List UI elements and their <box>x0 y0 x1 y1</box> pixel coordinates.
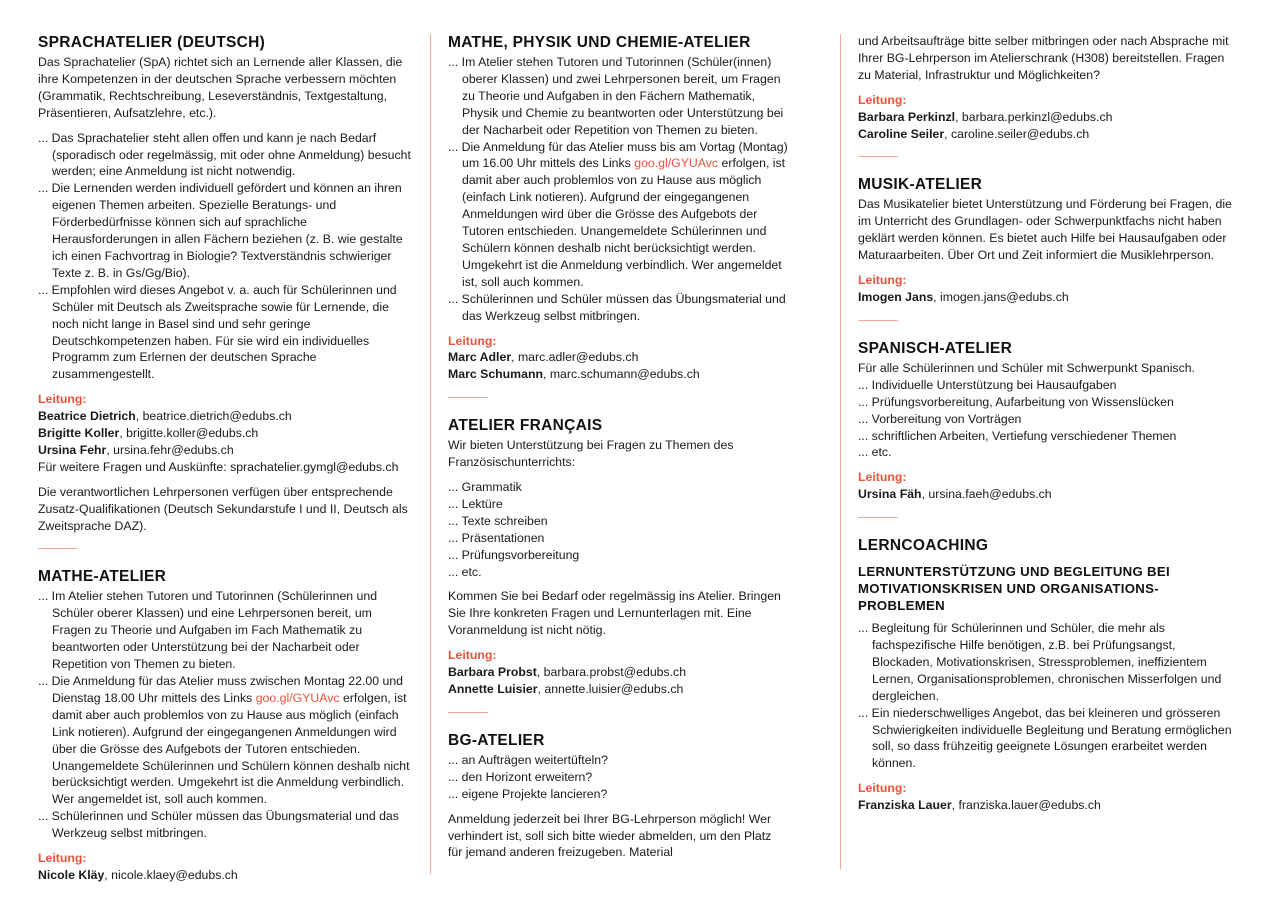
registration-link[interactable]: goo.gl/GYUAvc <box>634 156 719 171</box>
list-item: ... Vorbereitung von Vorträgen <box>858 411 1022 426</box>
contact-email: , beatrice.dietrich@edubs.ch <box>135 409 292 424</box>
body-text: Anmeldung jederzeit bei Ihrer BG-Lehrperson möglich! Wer verhindert ist, soll sich bitte wieder abmelden, um den Platz für jemand anderen freizugeben. Material <box>448 811 772 860</box>
column-divider-1 <box>430 34 431 874</box>
contact-name: Franziska Lauer <box>858 798 952 813</box>
bg-atelier-section <box>448 731 788 861</box>
section-title: LERNCOACHING <box>858 537 989 555</box>
leitung-label: Leitung: <box>38 392 87 407</box>
intro-text: Für alle Schülerinnen und Schüler mit Schwerpunkt Spanisch. <box>858 360 1195 375</box>
bullet-list <box>858 620 1238 772</box>
list-item: ... Grammatik <box>448 480 522 495</box>
contact-name: Brigitte Koller <box>38 426 120 441</box>
mpc-atelier-section <box>448 33 788 383</box>
list-item: ... Präsentationen <box>448 530 545 545</box>
leitung-label: Leitung: <box>38 851 87 866</box>
list-item-text: ... Die Anmeldung für das Atelier muss zwischen Montag 22.00 und Dienstag 18.00 Uhr mittels des Links <box>38 674 404 705</box>
contact-email: , marc.adler@edubs.ch <box>511 350 639 365</box>
list-item: ... Schülerinnen und Schüler müssen das Übungsmaterial und das Werkzeug selbst mitbringen. <box>38 809 399 841</box>
contact-extra: Für weitere Fragen und Auskünfte: sprachatelier.gymgl@edubs.ch <box>38 459 399 474</box>
registration-link[interactable]: goo.gl/GYUAvc <box>255 690 340 705</box>
bg-atelier-continued <box>858 33 1238 142</box>
contact-email: , annette.luisier@edubs.ch <box>537 682 684 696</box>
contact-email: , caroline.seiler@edubs.ch <box>944 126 1090 141</box>
list-item: ... schriftlichen Arbeiten, Vertiefung verschiedener Themen <box>858 428 1177 443</box>
contact-row <box>38 867 413 884</box>
contact-email: , ursina.faeh@edubs.ch <box>921 487 1052 502</box>
section-title: MUSIK-ATELIER <box>858 176 983 194</box>
section-title: MATHE, PHYSIK UND CHEMIE-ATELIER <box>448 34 751 51</box>
contact-email: , barbara.perkinzl@edubs.ch <box>955 109 1113 124</box>
list-item: ... Begleitung für Schülerinnen und Schüler, die mehr als fachspezifische Hilfe benötigen, z.B. bei Prüfungsangst, Blockaden, Motivationskrisen, Stressproblemen, ineffizientem Lernen, Organisationsproblemen, chronischen Misserfolgen und dergleichen. <box>858 621 1222 703</box>
contact-name: Nicole Kläy <box>38 867 105 882</box>
contact-email: , franziska.lauer@edubs.ch <box>951 798 1101 813</box>
contact-row <box>448 349 788 366</box>
list-item: ... Im Atelier stehen Tutoren und Tutorinnen (Schüler(innen) oberer Klassen) und zwei Lehrpersonen bereit, um Fragen zu Theorie und Aufgaben in den Fächern Mathematik, Physik und Chemie zu beantworten oder Unterstützung bei der Nacharbeit oder Repetition von Themen zu bieten. <box>448 55 784 137</box>
leitung-label: Leitung: <box>448 648 497 663</box>
contact-name: Beatrice Dietrich <box>38 409 136 424</box>
contact-row <box>858 289 1238 306</box>
contact-name: Caroline Seiler <box>858 126 945 141</box>
intro-text: Wir bieten Unterstützung bei Fragen zu Themen des Französischunterrichts: <box>448 438 734 470</box>
leitung-label: Leitung: <box>448 333 497 348</box>
column-right <box>858 33 1238 822</box>
list-item: ... Die Lernenden werden individuell gefördert und können an ihren eigenen Themen arbeiten. Spezielle Beratungs- und Förderbedürfnisse können sich auf sprachliche Herausforderungen in allen Fächern beziehen (z. B. wie gestalte ich einen Fachvortrag in Biologie? Textverständnis schwieriger Texte z. B. in Gs/Gg/Bio). <box>38 181 403 280</box>
contact-list <box>448 349 788 383</box>
list-item: ... Lektüre <box>448 496 503 511</box>
section-title: SPANISCH-ATELIER <box>858 339 1013 357</box>
list-item: ... Empfohlen wird dieses Angebot v. a. auch für Schülerinnen und Schüler mit Deutsch als Zweitsprache sowie für Lernende, die noch nicht lange in Basel sind und sehr geringe Deutschkompetenzen haben. Für sie wird ein individuelles Programm zum Erlernen der deutschen Sprache zusammengestellt. <box>38 282 397 382</box>
list-item: ... Prüfungsvorbereitung, Aufarbeitung von Wissenslücken <box>858 394 1174 409</box>
column-middle <box>448 33 788 869</box>
contact-name: Annette Luisier <box>448 682 538 696</box>
outro-text: Kommen Sie bei Bedarf oder regelmässig ins Atelier. Bringen Sie Ihre konkreten Fragen und Lernunterlagen mit. Eine Voranmeldung ist nicht nötig. <box>448 589 781 638</box>
list-item: ... den Horizont erweitern? <box>448 769 593 784</box>
contact-email: , brigitte.koller@edubs.ch <box>119 426 259 441</box>
contact-name: Marc Schumann <box>448 367 543 382</box>
list-item: ... Das Sprachatelier steht allen offen und kann je nach Bedarf (sporadisch oder regelmässig, mit oder ohne Anmeldung) besucht werden; eine Anmeldung ist nicht notwendig. <box>38 130 411 179</box>
sprachatelier-section <box>38 33 413 534</box>
column-divider-2 <box>840 34 841 869</box>
section-title: ATELIER FRANÇAIS <box>448 417 603 435</box>
contact-email: , barbara.probst@edubs.ch <box>536 665 687 680</box>
contact-list <box>858 109 1238 143</box>
contact-row <box>38 442 413 459</box>
contact-row <box>38 425 413 442</box>
contact-row <box>858 126 1238 143</box>
contact-row <box>858 109 1238 126</box>
contact-row <box>38 408 413 425</box>
section-title: BG-ATELIER <box>448 731 545 749</box>
contact-name: Ursina Fehr <box>38 442 107 457</box>
spanisch-atelier-section <box>858 339 1238 503</box>
contact-row <box>448 681 788 698</box>
list-item: ... Texte schreiben <box>448 513 548 528</box>
lerncoaching-section <box>858 536 1238 814</box>
section-separator <box>858 156 898 157</box>
bullet-list <box>858 377 1238 462</box>
section-separator <box>38 548 78 549</box>
leitung-label: Leitung: <box>858 273 907 288</box>
list-item: ... etc. <box>448 564 482 579</box>
list-item: ... an Aufträgen weitertüfteln? <box>448 752 608 767</box>
bullet-list <box>38 130 413 384</box>
list-item-text: erfolgen, ist damit aber auch problemlos von zu Hause aus möglich (einfach Link notieren). Aufgrund der eingegangenen Anmeldungen wird über die Grösse des Aufgebots der Tutoren entschieden. Unangemeldete Schülerinnen und Schülern können deshalb nicht berücksichtigt werden. Umgekehrt ist die Anmeldung verbindlich. Wer angemeldet ist, soll auch kommen. <box>462 156 786 289</box>
list-item <box>448 139 788 291</box>
leitung-label: Leitung: <box>858 92 907 107</box>
list-item: ... Im Atelier stehen Tutoren und Tutorinnen (Schülerinnen und Schüler oberer Klassen) und eine Lehrpersonen bereit, um Fragen zu Theorie und Aufgaben im Fach Mathematik zu beantworten oder Unterstützung bei der Nacharbeit oder Repetition von Themen zu bieten. <box>38 589 378 672</box>
list-item-text: erfolgen, ist damit aber auch problemlos von zu Hause aus möglich (einfach Link notieren). Aufgrund der eingegangenen Anmeldungen wird über die Grösse des Aufgebots der Tutoren entschieden. Unangemeldete Schülerinnen und Schülern können deshalb nicht berücksichtigt werden. Umgekehrt ist die Anmeldung verbindlich. Wer angemeldet ist, soll auch kommen. <box>52 690 410 807</box>
outro-text: Die verantwortlichen Lehrpersonen verfügen über entsprechende Zusatz-Qualifikationen (Deutsch Sekundarstufe I und II, Deutsch als Zweitsprache DAZ). <box>38 484 408 533</box>
bullet-list <box>448 752 788 803</box>
list-item: ... etc. <box>858 445 892 460</box>
contact-email: , nicole.klaey@edubs.ch <box>104 867 238 882</box>
section-separator <box>448 397 488 398</box>
contact-name: Imogen Jans <box>858 289 934 304</box>
list-item: ... Ein niederschwelliges Angebot, das bei kleineren und grösseren Schwierigkeiten individuelle Begleitung und Beratung ermöglichen soll, so dass frühzeitig geeignete Lösungen erarbeitet werden können. <box>858 705 1232 771</box>
contact-row <box>448 664 788 681</box>
section-title: MATHE-ATELIER <box>38 568 167 586</box>
list-item: ... Individuelle Unterstützung bei Hausaufgaben <box>858 377 1117 392</box>
bullet-list <box>448 54 788 325</box>
mathe-atelier-section <box>38 567 413 883</box>
contact-list <box>858 797 1238 814</box>
contact-list <box>858 486 1238 503</box>
contact-email: , ursina.fehr@edubs.ch <box>106 442 234 457</box>
contact-row <box>858 797 1238 814</box>
section-title: SPRACHATELIER (DEUTSCH) <box>38 34 266 51</box>
contact-list <box>38 408 413 476</box>
intro-text: Das Sprachatelier (SpA) richtet sich an Lernende aller Klassen, die ihre Kompetenzen in der deutschen Sprache verbessern möchten (Grammatik, Rechtschreibung, Leseverständnis, Textgestaltung, Präsentieren, Aufsatzlehre, etc.). <box>38 55 403 120</box>
contact-row <box>448 366 788 383</box>
atelier-francais-section <box>448 416 788 698</box>
bullet-list <box>38 588 413 842</box>
contact-row <box>858 486 1238 503</box>
list-item: ... Schülerinnen und Schüler müssen das Übungsmaterial und das Werkzeug selbst mitbringen. <box>448 291 786 323</box>
list-item-text: ... Die Anmeldung für das Atelier muss bis am Vortag (Montag) um 16.00 Uhr mittels des Links <box>448 139 788 171</box>
contact-name: Marc Adler <box>448 350 512 365</box>
section-separator <box>448 712 488 713</box>
body-text: und Arbeitsaufträge bitte selber mitbringen oder nach Absprache mit Ihrer BG-Lehrperson im Atelierschrank (H308) bereitstellen. Fragen zu Material, Infrastruktur und Möglichkeiten? <box>858 34 1229 82</box>
section-subtitle: LERNUNTERSTÜTZUNG UND BEGLEITUNG BEI MOTIVATIONSKRISEN UND ORGANISATIONS-PROBLEMEN <box>858 564 1170 614</box>
contact-list <box>448 664 788 698</box>
list-item <box>38 673 413 808</box>
contact-name: Ursina Fäh <box>858 487 922 502</box>
body-text: Das Musikatelier bietet Unterstützung und Förderung bei Fragen, die im Unterricht des Grundlagen- oder Schwerpunktfachs nicht haben geklärt werden können. Es bietet auch Hilfe bei Hausaufgaben oder Maturaarbeiten. Über Ort und Zeit informiert die Musiklehrperson. <box>858 197 1232 263</box>
contact-email: , imogen.jans@edubs.ch <box>933 289 1069 304</box>
section-separator <box>858 320 898 321</box>
column-left <box>38 33 413 892</box>
musik-atelier-section <box>858 175 1238 305</box>
section-separator <box>858 517 898 518</box>
contact-name: Barbara Probst <box>448 665 537 680</box>
list-item: ... eigene Projekte lancieren? <box>448 786 608 801</box>
leitung-label: Leitung: <box>858 781 907 796</box>
contact-list <box>858 289 1238 306</box>
contact-email: , marc.schumann@edubs.ch <box>542 367 700 382</box>
list-item: ... Prüfungsvorbereitung <box>448 547 580 562</box>
bullet-list <box>448 479 788 580</box>
contact-list <box>38 867 413 884</box>
leitung-label: Leitung: <box>858 470 907 485</box>
contact-name: Barbara Perkinzl <box>858 109 956 124</box>
